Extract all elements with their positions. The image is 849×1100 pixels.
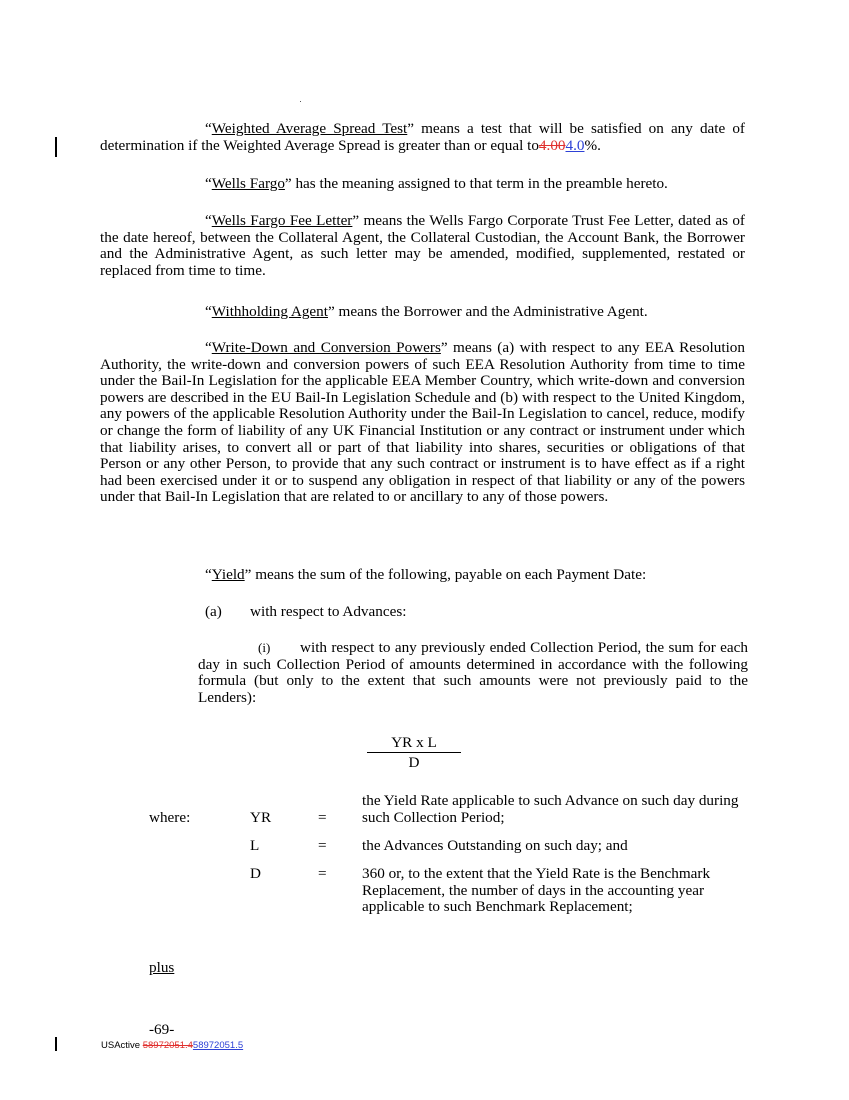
defined-term: Weighted Average Spread Test [211,120,408,137]
clause-a-label: (a) [205,603,222,620]
open-quote: “ [205,212,212,229]
inserted-text: 4.0 [565,136,585,154]
change-bar [55,137,57,157]
definition-text: ” means the Wells Fargo Corporate Trust Fee Letter, dated as of the date hereof, between the Collateral Agent, the Collateral Custodian, the Account Bank, the Borrower and the Administrative Agent, as such letter may be amended, modified, supplemented, restated or replaced from time to time. [100,212,745,279]
definition-yield [205,567,750,584]
footer-inserted-id: 58972051.5 [192,1040,244,1051]
variable-definition: the Yield Rate applicable to such Advance on such day during such Collection Period; [362,792,739,826]
defined-term: Wells Fargo [211,175,285,192]
definition-text: %. [584,136,601,154]
plus-label: plus [149,959,175,976]
change-bar [55,1037,57,1051]
document-id-footer [101,1040,243,1052]
open-quote: “ [205,339,212,356]
definition-text: ” means the sum of the following, payable on each Payment Date: [244,566,647,583]
formula-denominator: D [408,754,420,771]
variable-symbol: L [250,837,260,854]
definition-write-down-powers [100,340,745,506]
variable-equals: = [318,837,327,854]
open-quote: “ [205,120,212,137]
defined-term: Yield [211,566,245,583]
formula-numerator: YR x L [367,734,461,753]
variable-equals: = [318,809,327,826]
deleted-text: 4.00 [538,136,566,154]
defined-term: Write-Down and Conversion Powers [211,339,441,356]
open-quote: “ [205,303,212,320]
definition-text: ” means a test that will be satisfied on any date of determination if the Weighted Average Spread is greater than or equal to [100,120,745,154]
page-number: -69- [149,1021,175,1038]
formula [367,734,461,771]
definition-wells-fargo-fee-letter [100,213,745,279]
open-quote: “ [205,175,212,192]
defined-term: Wells Fargo Fee Letter [211,212,353,229]
definition-wells-fargo [100,176,745,193]
clause-i [198,640,748,706]
stray-mark [300,101,301,102]
defined-term: Withholding Agent [211,303,328,320]
clause-i-text: with respect to any previously ended Collection Period, the sum for each day in such Collection Period of amounts determined in accordance with the following formula (but only to the extent that such amounts were not previously paid to the Lenders): [198,639,748,706]
definition-text: ” means the Borrower and the Administrative Agent. [328,303,648,320]
variable-symbol: D [250,865,261,882]
footer-deleted-id: 58972051.4 [142,1040,193,1051]
definition-text: ” means (a) with respect to any EEA Resolution Authority, the write-down and conversion powers of such EEA Resolution Authority from time to time under the Bail-In Legislation for the applicable EEA Member Country, which write-down and conversion powers are described in the EU Bail-In Legislation Schedule and (b) with respect to the United Kingdom, any powers of the applicable Resolution Authority under the Bail-In Legislation to cancel, reduce, modify or change the form of liability of any UK Financial Institution or any contract or instrument under which that liability arises, to convert all or part of that liability into shares, securities or obligations of that Person or any other Person, to provide that any such contract or instrument is to have effect as if a right had been exercised under it or to suspend any obligation in respect of that liability or any of the powers under that Bail-In Legislation that are related to or ancillary to any of those powers. [100,339,745,506]
definition-text: ” has the meaning assigned to that term in the preamble hereto. [284,175,668,192]
variable-definition: 360 or, to the extent that the Yield Rate is the Benchmark Replacement, the number of days in the accounting year applicable to such Benchmark Replacement; [362,865,711,916]
clause-i-label: (i) [258,640,271,655]
where-label: where: [149,809,191,826]
open-quote: “ [205,566,212,583]
variable-equals: = [318,865,327,882]
variable-symbol: YR [250,809,272,826]
definition-weighted-average-spread-test [100,121,745,154]
definition-withholding-agent [100,304,745,321]
variable-definition: the Advances Outstanding on such day; and [362,837,628,854]
clause-a-text: with respect to Advances: [250,603,407,620]
footer-label: USActive [101,1040,143,1051]
